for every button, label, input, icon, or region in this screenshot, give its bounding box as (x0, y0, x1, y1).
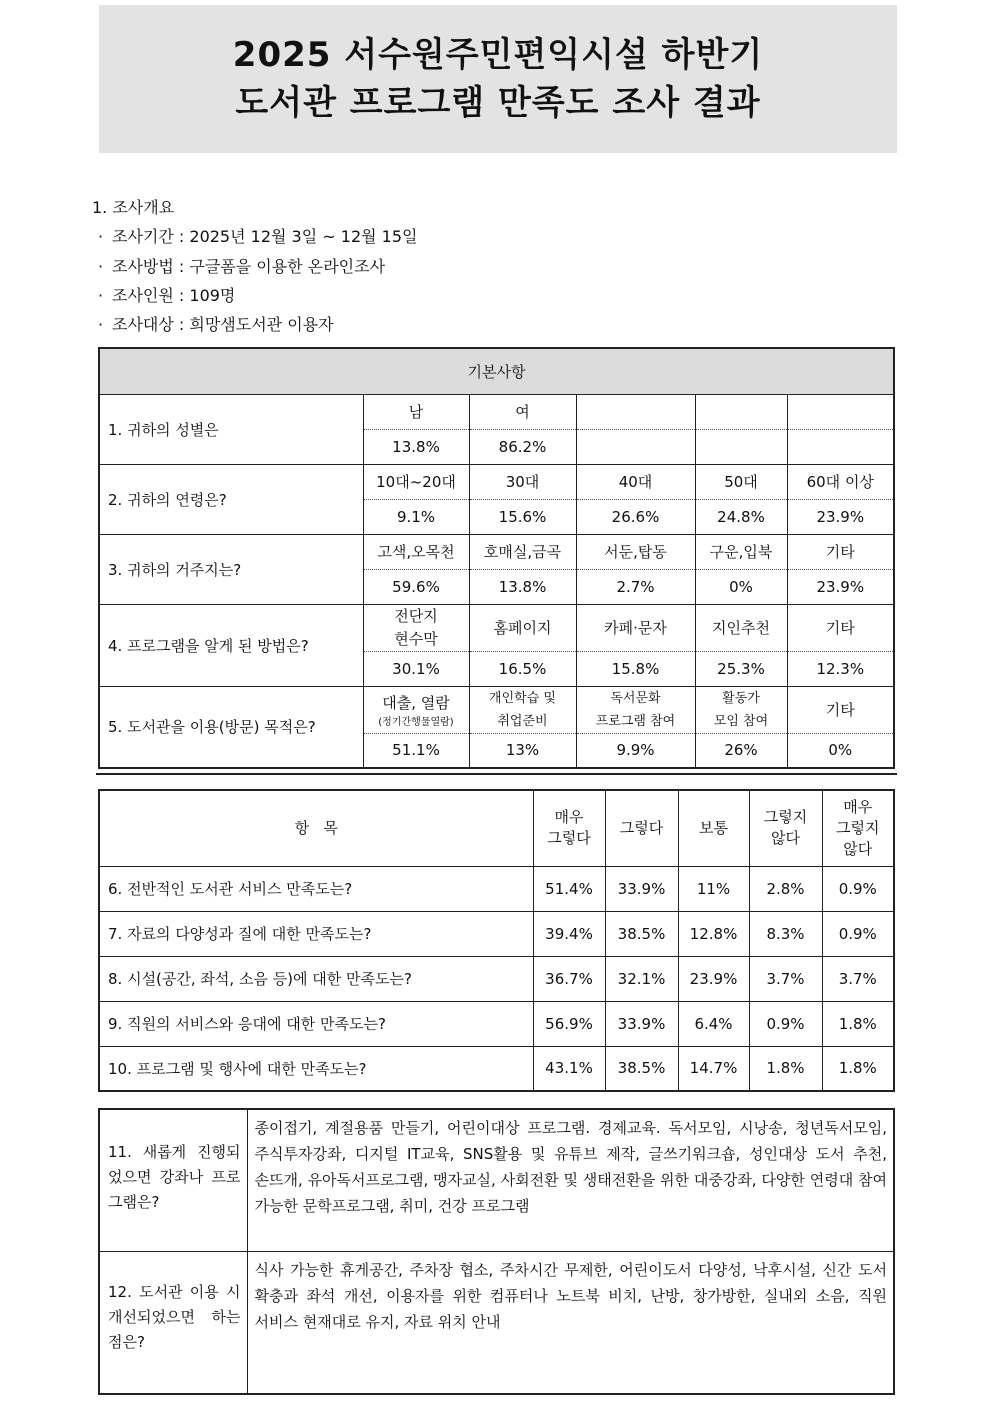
overview-method: 조사방법 : 구글폼을 이용한 온라인조사 (112, 256, 386, 276)
satisfaction-value: 39.4% (533, 911, 605, 956)
basic-value: 12.3% (787, 651, 894, 686)
satisfaction-value: 56.9% (533, 1001, 605, 1046)
overview-item (92, 281, 417, 310)
satisfaction-value: 38.5% (605, 1046, 678, 1091)
satisfaction-value: 0.9% (822, 911, 894, 956)
basic-option: 개인학습 및 취업준비 (469, 686, 576, 733)
basic-option: 여 (469, 394, 576, 429)
basic-value: 23.9% (787, 499, 894, 534)
basic-value: 13% (469, 733, 576, 768)
basic-option-row (99, 604, 894, 651)
basic-option: 고색,오목천 (363, 534, 469, 569)
satisfaction-value: 1.8% (749, 1046, 822, 1091)
header-very-agree: 매우 그렇다 (533, 790, 605, 866)
satisfaction-value: 11% (678, 866, 749, 911)
basic-option: 기타 (787, 534, 894, 569)
open-answer-row (99, 1251, 894, 1394)
satisfaction-question: 10. 프로그램 및 행사에 대한 만족도는? (99, 1046, 533, 1091)
header-very-disagree: 매우 그렇지 않다 (822, 790, 894, 866)
page-title-line-1: 2025 서수원주민편익시설 하반기 (232, 35, 764, 75)
satisfaction-value: 32.1% (605, 956, 678, 1001)
basic-value (787, 429, 894, 464)
overview-heading: 1. 조사개요 (92, 198, 175, 217)
satisfaction-row (99, 866, 894, 911)
header-disagree: 그렇지 않다 (749, 790, 822, 866)
basic-option-row (99, 534, 894, 569)
basic-value: 25.3% (695, 651, 787, 686)
satisfaction-value: 3.7% (749, 956, 822, 1001)
overview-item (92, 310, 417, 339)
basic-option: 전단지 현수막 (363, 604, 469, 651)
basic-value: 86.2% (469, 429, 576, 464)
basic-value: 15.8% (576, 651, 695, 686)
satisfaction-value: 12.8% (678, 911, 749, 956)
satisfaction-value: 14.7% (678, 1046, 749, 1091)
overview-item (92, 222, 417, 251)
basic-value: 16.5% (469, 651, 576, 686)
basic-option-row (99, 394, 894, 429)
basic-option-row (99, 464, 894, 499)
basic-option: 남 (363, 394, 469, 429)
basic-question: 1. 귀하의 성별은 (99, 394, 363, 464)
basic-option: 40대 (576, 464, 695, 499)
open-answer-11: 종이접기, 계절용품 만들기, 어린이대상 프로그램. 경제교육. 독서모임, 시낭송, 청년독서모임, 주식투자강좌, 디지털 IT교육, SNS활용 및 유튜브 제작, 글쓰기워크숍, 성인대상 도서 추천, 손뜨개, 유아독서프로그램, 맹자교실, 사회전환 및 생태전환을 위한 대중강좌, 다양한 연령대 참여 가능한 문학프로그램, 취미, 건강 프로그램 (247, 1109, 894, 1251)
bullet: · (98, 315, 104, 335)
header-item: 항 목 (99, 790, 533, 866)
basic-info-header: 기본사항 (99, 348, 894, 394)
satisfaction-value: 38.5% (605, 911, 678, 956)
satisfaction-question: 7. 자료의 다양성과 질에 대한 만족도는? (99, 911, 533, 956)
satisfaction-value: 33.9% (605, 866, 678, 911)
satisfaction-question: 6. 전반적인 도서관 서비스 만족도는? (99, 866, 533, 911)
satisfaction-value: 23.9% (678, 956, 749, 1001)
basic-question: 4. 프로그램을 알게 된 방법은? (99, 604, 363, 686)
basic-value: 26% (695, 733, 787, 768)
satisfaction-value: 43.1% (533, 1046, 605, 1091)
basic-option: 카페·문자 (576, 604, 695, 651)
satisfaction-question: 9. 직원의 서비스와 응대에 대한 만족도는? (99, 1001, 533, 1046)
basic-value: 26.6% (576, 499, 695, 534)
basic-option: 10대~20대 (363, 464, 469, 499)
satisfaction-value: 6.4% (678, 1001, 749, 1046)
satisfaction-value: 8.3% (749, 911, 822, 956)
overview-target: 조사대상 : 희망샘도서관 이용자 (112, 315, 334, 335)
basic-value: 0% (695, 569, 787, 604)
basic-option-note: (정기간행물열람) (378, 716, 454, 728)
basic-option: 홈페이지 (469, 604, 576, 651)
header-neutral: 보통 (678, 790, 749, 866)
open-answers-table (98, 1108, 895, 1395)
satisfaction-value: 0.9% (749, 1001, 822, 1046)
overview-count: 조사인원 : 109명 (112, 285, 236, 305)
bullet: · (98, 227, 104, 247)
basic-option (787, 394, 894, 429)
open-question-11: 11. 새롭게 진행되었으면 강좌나 프로그램은? (99, 1109, 247, 1251)
divider-line (96, 773, 897, 775)
satisfaction-value: 3.7% (822, 956, 894, 1001)
satisfaction-value: 2.8% (749, 866, 822, 911)
basic-question: 3. 귀하의 거주지는? (99, 534, 363, 604)
header-agree: 그렇다 (605, 790, 678, 866)
open-answer-row (99, 1109, 894, 1251)
basic-value: 59.6% (363, 569, 469, 604)
basic-value: 23.9% (787, 569, 894, 604)
basic-info-table (98, 347, 895, 769)
satisfaction-value: 1.8% (822, 1046, 894, 1091)
basic-question: 2. 귀하의 연령은? (99, 464, 363, 534)
satisfaction-row (99, 1001, 894, 1046)
basic-option: 호매실,금곡 (469, 534, 576, 569)
basic-value: 51.1% (363, 733, 469, 768)
bullet: · (98, 285, 104, 305)
basic-value: 0% (787, 733, 894, 768)
basic-value: 9.1% (363, 499, 469, 534)
basic-value: 2.7% (576, 569, 695, 604)
basic-option: 구운,입북 (695, 534, 787, 569)
survey-overview (92, 193, 417, 339)
bullet: · (98, 256, 104, 276)
satisfaction-row (99, 1046, 894, 1091)
open-answer-12: 식사 가능한 휴게공간, 주차장 협소, 주차시간 무제한, 어린이도서 다양성, 낙후시설, 신간 도서 확충과 좌석 개선, 이용자를 위한 컴퓨터나 노트북 비치, 난방, 창가방한, 실내외 소음, 직원 서비스 현재대로 유지, 자료 위치 안내 (247, 1251, 894, 1394)
basic-option: 서둔,탑동 (576, 534, 695, 569)
satisfaction-row (99, 956, 894, 1001)
satisfaction-question: 8. 시설(공간, 좌석, 소음 등)에 대한 만족도는? (99, 956, 533, 1001)
satisfaction-table (98, 789, 895, 1092)
basic-value: 24.8% (695, 499, 787, 534)
satisfaction-header-row (99, 790, 894, 866)
basic-value: 15.6% (469, 499, 576, 534)
satisfaction-value: 51.4% (533, 866, 605, 911)
satisfaction-body (99, 866, 894, 1091)
basic-value (695, 429, 787, 464)
basic-option-label: 대출, 열람 (382, 693, 450, 712)
basic-option: 지인추천 (695, 604, 787, 651)
page-title-line-2: 도서관 프로그램 만족도 조사 결과 (235, 83, 761, 123)
title-banner (99, 5, 897, 153)
basic-value: 13.8% (363, 429, 469, 464)
basic-option: 독서문화 프로그램 참여 (576, 686, 695, 733)
basic-value: 30.1% (363, 651, 469, 686)
basic-option: 30대 (469, 464, 576, 499)
satisfaction-value: 33.9% (605, 1001, 678, 1046)
satisfaction-value: 1.8% (822, 1001, 894, 1046)
basic-option (695, 394, 787, 429)
satisfaction-value: 0.9% (822, 866, 894, 911)
open-question-12: 12. 도서관 이용 시 개선되었으면 하는 점은? (99, 1251, 247, 1394)
satisfaction-value: 36.7% (533, 956, 605, 1001)
basic-question: 5. 도서관을 이용(방문) 목적은? (99, 686, 363, 768)
basic-option (576, 394, 695, 429)
basic-option: 기타 (787, 686, 894, 733)
basic-value (576, 429, 695, 464)
basic-info-body (99, 394, 894, 768)
basic-option: 활동가 모임 참여 (695, 686, 787, 733)
satisfaction-row (99, 911, 894, 956)
basic-value: 9.9% (576, 733, 695, 768)
overview-period: 조사기간 : 2025년 12월 3일 ~ 12월 15일 (112, 227, 418, 247)
basic-value: 13.8% (469, 569, 576, 604)
basic-option-row (99, 686, 894, 733)
basic-option (363, 686, 469, 733)
basic-option: 기타 (787, 604, 894, 651)
basic-option: 50대 (695, 464, 787, 499)
overview-item (92, 252, 417, 281)
basic-option: 60대 이상 (787, 464, 894, 499)
